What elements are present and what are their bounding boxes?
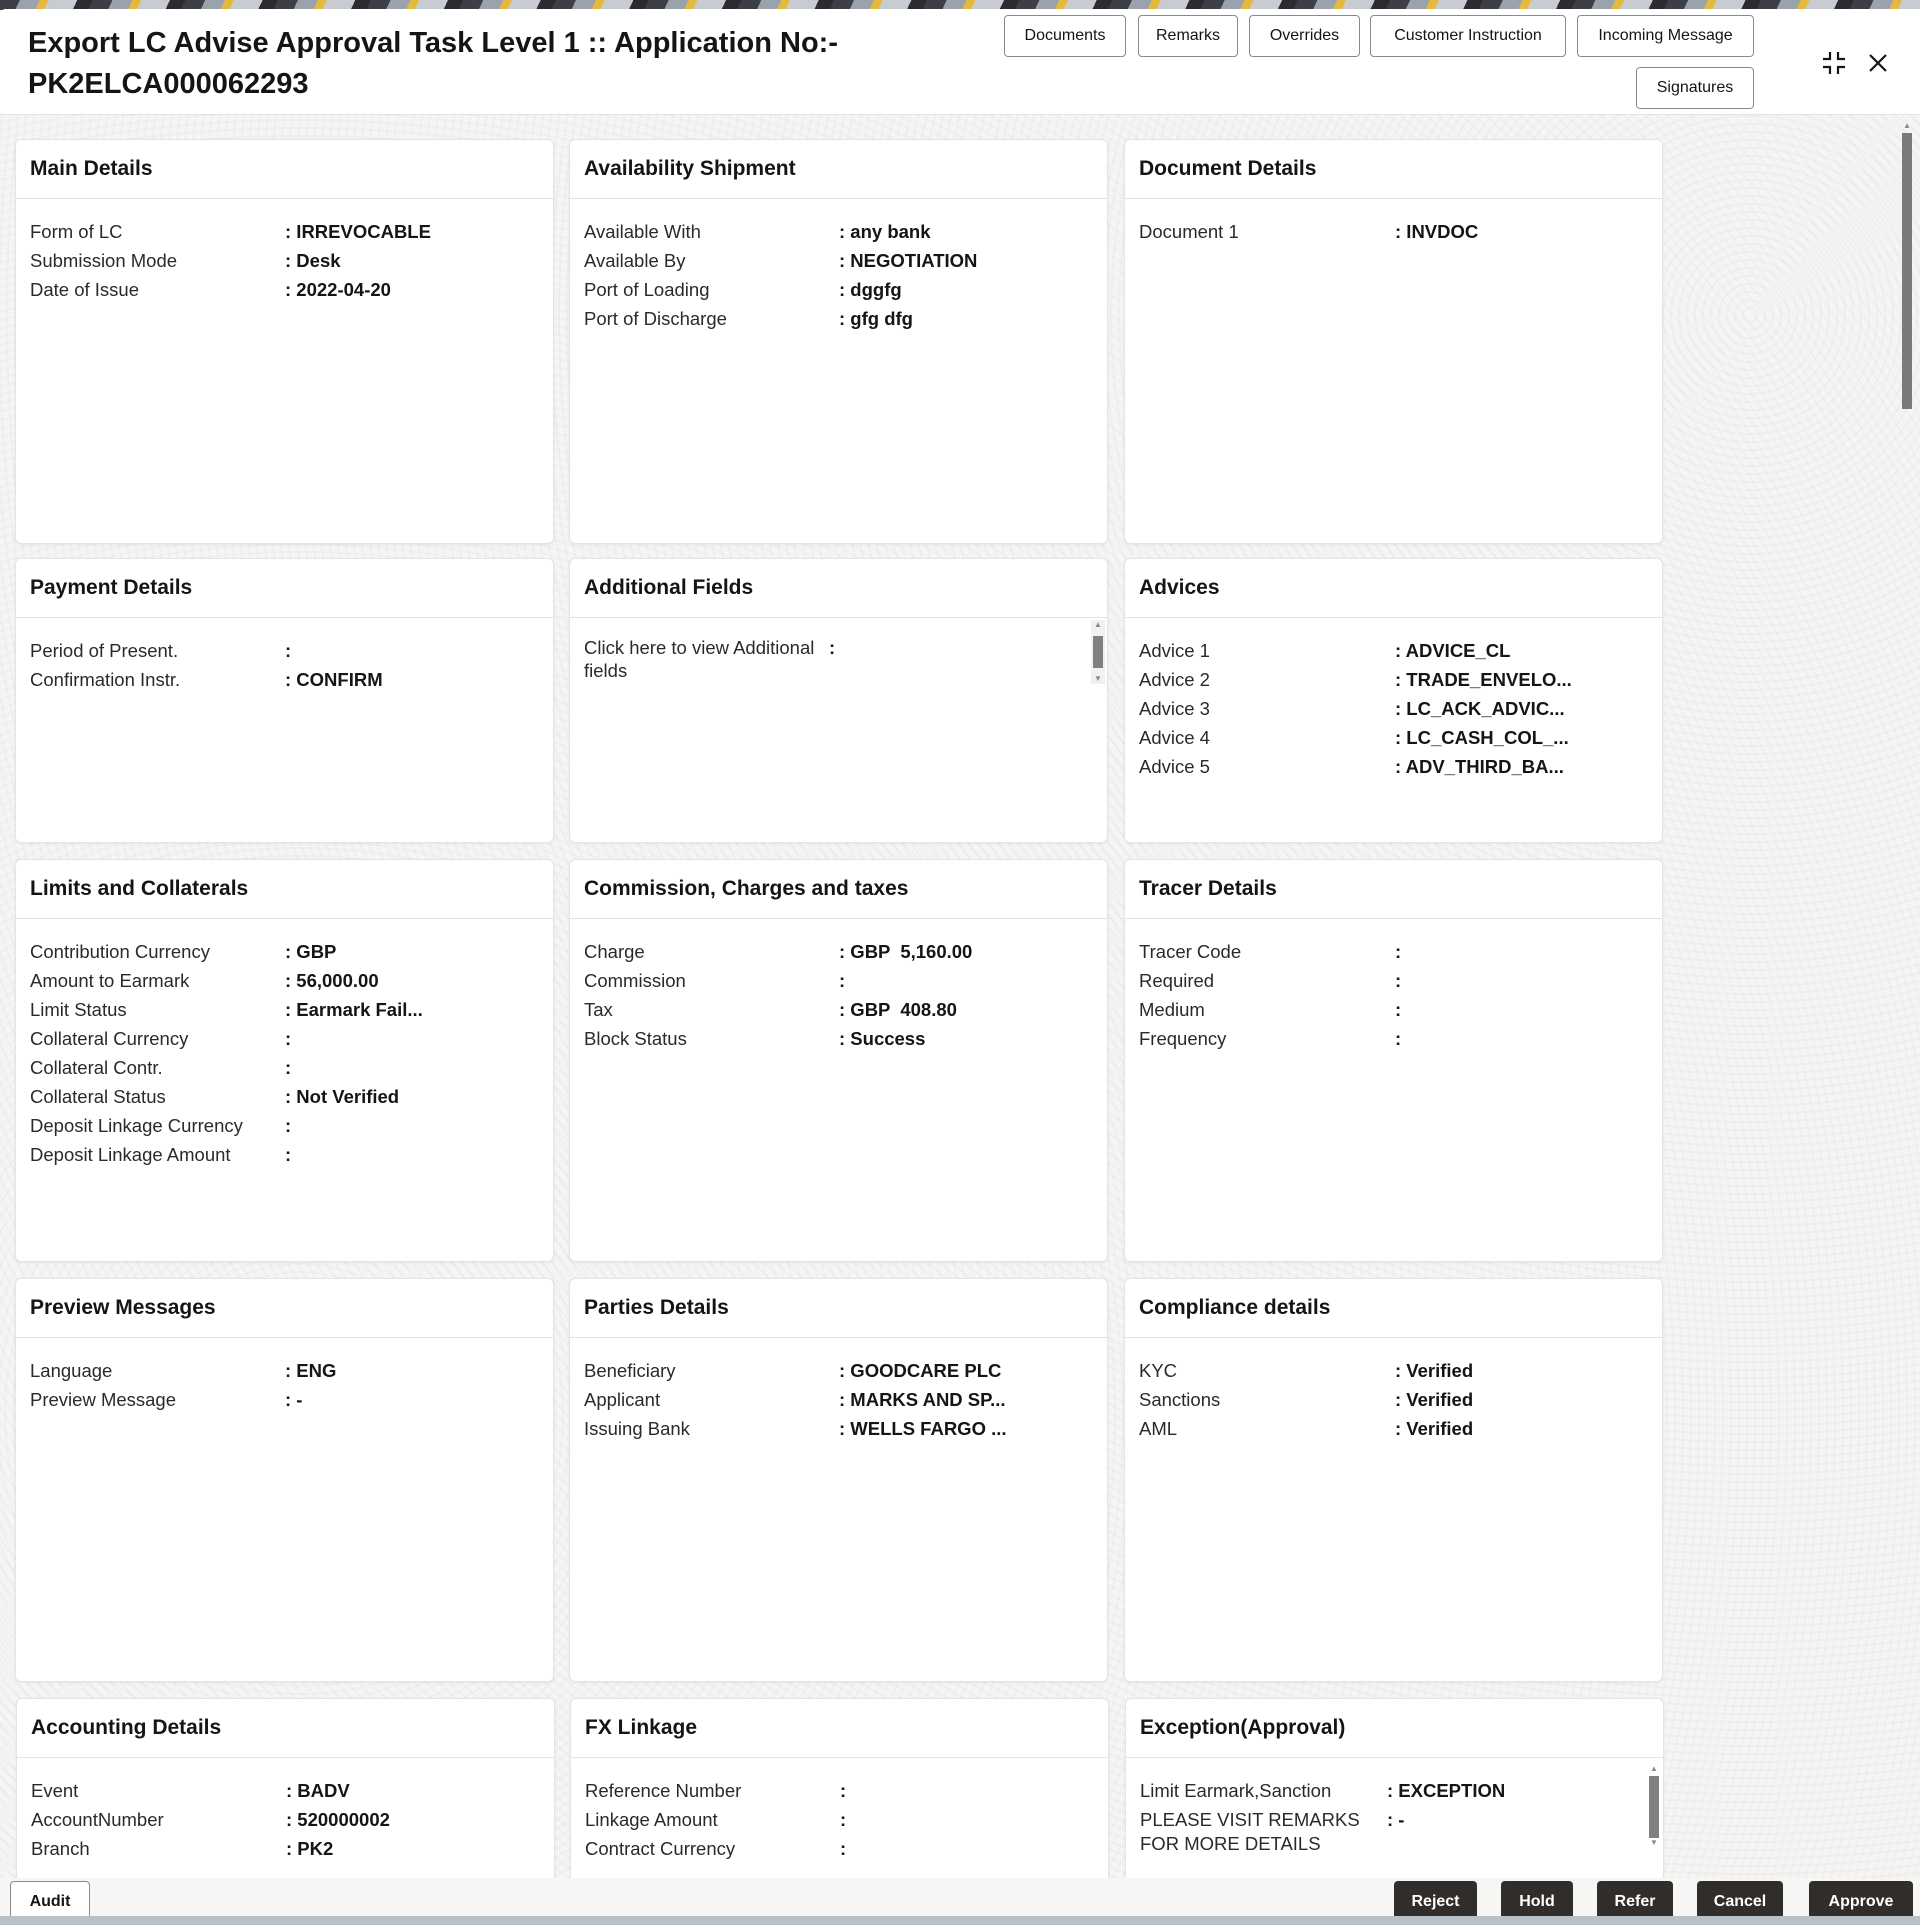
field-value: : Not Verified (285, 1086, 400, 1107)
field-label: Reference Number (585, 1780, 742, 1801)
field-value: : GBP 408.80 (839, 999, 957, 1020)
field-row (1139, 966, 1648, 995)
field-row (1139, 1414, 1648, 1443)
scroll-up-arrow-icon[interactable]: ▲ (1094, 620, 1102, 629)
field-value: : (285, 640, 292, 661)
field-row (584, 217, 1093, 246)
field-value: : EXCEPTION (1387, 1780, 1506, 1801)
card-commission-charges-taxes (569, 859, 1108, 1262)
page-title: Export LC Advise Approval Task Level 1 :: Application No:- PK2ELCA000062293 (28, 27, 838, 100)
field-value: : Desk (285, 250, 341, 271)
field-label: AccountNumber (31, 1809, 164, 1830)
field-row (585, 1805, 1094, 1834)
field-row (584, 937, 1093, 966)
field-row (30, 275, 539, 304)
field-label: Collateral Currency (30, 1028, 189, 1049)
field-label: Linkage Amount (585, 1809, 718, 1830)
card-title: Exception(Approval) (1126, 1699, 1663, 1758)
field-value: : - (1387, 1809, 1405, 1830)
card-fx-linkage (570, 1698, 1109, 1878)
field-label: Available By (584, 250, 686, 271)
field-label: Sanctions (1139, 1389, 1221, 1410)
card-limits-collaterals (15, 859, 554, 1262)
field-row (30, 1053, 539, 1082)
field-label: Submission Mode (30, 250, 178, 271)
field-value: : (285, 1028, 292, 1049)
field-row (1139, 995, 1648, 1024)
window-header (0, 9, 1920, 115)
field-row (584, 995, 1093, 1024)
field-value: : (1395, 999, 1402, 1020)
field-label: Port of Discharge (584, 308, 727, 329)
field-label: Language (30, 1360, 113, 1381)
scrollbar-thumb[interactable] (1093, 636, 1103, 668)
card-tracer-details (1124, 859, 1663, 1262)
field-row (31, 1834, 540, 1863)
field-value: : gfg dfg (839, 308, 913, 329)
close-icon[interactable] (1863, 48, 1893, 78)
summary-content (0, 115, 1920, 1878)
card-title: Additional Fields (570, 559, 1107, 618)
field-label: Applicant (584, 1389, 661, 1410)
field-value: : Verified (1395, 1360, 1474, 1381)
field-label: Commission (584, 970, 686, 991)
field-label: Limit Status (30, 999, 127, 1020)
exception-scrollbar[interactable] (1647, 1764, 1661, 1848)
field-row (584, 246, 1093, 275)
field-row (30, 966, 539, 995)
field-value: : (1395, 1028, 1402, 1049)
field-value: : WELLS FARGO ... (839, 1418, 1007, 1439)
card-main-details (15, 139, 554, 544)
field-label: Tracer Code (1139, 941, 1242, 962)
card-title: Parties Details (570, 1279, 1107, 1338)
field-value: : ADV_THIRD_BA... (1395, 756, 1564, 777)
field-label: Collateral Status (30, 1086, 166, 1107)
field-label: Date of Issue (30, 279, 140, 300)
field-label: Form of LC (30, 221, 123, 242)
field-label: Contract Currency (585, 1838, 736, 1859)
field-row (30, 937, 539, 966)
card-title: Advices (1125, 559, 1662, 618)
field-value: : (1395, 970, 1402, 991)
bottom-edge (0, 1916, 1920, 1925)
field-label: Limit Earmark,Sanction (1140, 1780, 1332, 1801)
field-value: : (285, 1057, 292, 1078)
card-title: Main Details (16, 140, 553, 199)
field-row (585, 1776, 1094, 1805)
page-scrollbar[interactable] (1900, 121, 1914, 1865)
field-value: : MARKS AND SP... (839, 1389, 1006, 1410)
field-row (30, 665, 539, 694)
field-row (30, 217, 539, 246)
field-row (30, 1111, 539, 1140)
card-parties-details (569, 1278, 1108, 1682)
field-value: : - (285, 1389, 303, 1410)
field-value: : ADVICE_CL (1395, 640, 1511, 661)
scrollbar-thumb[interactable] (1902, 133, 1912, 409)
card-title: Accounting Details (17, 1699, 554, 1758)
field-label: Period of Present. (30, 640, 179, 661)
field-value: : IRREVOCABLE (285, 221, 431, 242)
field-value: : LC_ACK_ADVIC... (1395, 698, 1565, 719)
field-row (1140, 1776, 1649, 1805)
field-label: Branch (31, 1838, 90, 1859)
field-value: : (839, 970, 846, 991)
field-row (584, 1385, 1093, 1414)
field-value: : dggfg (839, 279, 902, 300)
field-label: Amount to Earmark (30, 970, 190, 991)
field-value: : 2022-04-20 (285, 279, 391, 300)
field-row (584, 1024, 1093, 1053)
field-value: : GOODCARE PLC (839, 1360, 1002, 1381)
scroll-up-arrow-icon[interactable]: ▲ (1903, 121, 1911, 130)
field-row (31, 1805, 540, 1834)
field-row (30, 1385, 539, 1414)
card-title: Document Details (1125, 140, 1662, 199)
scroll-up-arrow-icon[interactable]: ▲ (1650, 1764, 1658, 1773)
field-label: Block Status (584, 1028, 687, 1049)
field-value: : (840, 1838, 847, 1859)
field-row (1139, 1356, 1648, 1385)
approve-button[interactable]: Approve (1809, 1881, 1913, 1923)
card-preview-messages (15, 1278, 554, 1682)
hold-button[interactable]: Hold (1501, 1881, 1573, 1923)
audit-button[interactable]: Audit (10, 1881, 90, 1923)
reject-button[interactable]: Reject (1394, 1881, 1477, 1923)
scroll-down-arrow-icon[interactable]: ▼ (1650, 1838, 1658, 1847)
field-label: Advice 2 (1139, 669, 1210, 690)
additional-fields-link-row[interactable] (584, 636, 1093, 682)
remarks-button[interactable]: Remarks (1138, 15, 1238, 57)
additional-fields-link[interactable]: Click here to view Additional fields (584, 637, 815, 681)
card-advices (1124, 558, 1663, 843)
scroll-down-arrow-icon[interactable]: ▼ (1094, 674, 1102, 683)
field-label: KYC (1139, 1360, 1178, 1381)
field-value: : (285, 1115, 292, 1136)
card-document-details (1124, 139, 1663, 544)
field-value: : (840, 1809, 847, 1830)
card-title: Commission, Charges and taxes (570, 860, 1107, 919)
field-row (30, 1024, 539, 1053)
field-value: : (840, 1780, 847, 1801)
field-label: Advice 1 (1139, 640, 1210, 661)
field-value: : Verified (1395, 1418, 1474, 1439)
field-row (1140, 1808, 1649, 1856)
field-value: : Success (839, 1028, 926, 1049)
incoming-message-button[interactable]: Incoming Message (1577, 15, 1754, 57)
field-value: : BADV (286, 1780, 350, 1801)
field-row (584, 1356, 1093, 1385)
field-row (584, 1414, 1093, 1443)
field-label: Deposit Linkage Currency (30, 1115, 243, 1136)
field-row (584, 966, 1093, 995)
customer-instruction-button[interactable]: Customer Instruction (1370, 15, 1566, 57)
field-value: : any bank (839, 221, 931, 242)
field-label: Confirmation Instr. (30, 669, 181, 690)
field-row (30, 246, 539, 275)
field-value: : TRADE_ENVELO... (1395, 669, 1572, 690)
field-label: Medium (1139, 999, 1205, 1020)
field-value: : 520000002 (286, 1809, 390, 1830)
field-row (30, 636, 539, 665)
field-label: Deposit Linkage Amount (30, 1144, 231, 1165)
field-row (1139, 217, 1648, 246)
field-row (585, 1834, 1094, 1863)
collapse-icon[interactable] (1819, 48, 1849, 78)
field-label: Advice 3 (1139, 698, 1210, 719)
field-row (1139, 937, 1648, 966)
field-value: : Verified (1395, 1389, 1474, 1410)
card-title: FX Linkage (571, 1699, 1108, 1758)
field-value: : GBP 5,160.00 (839, 941, 973, 962)
card-payment-details (15, 558, 554, 843)
field-row (584, 275, 1093, 304)
field-row (1139, 665, 1648, 694)
field-label: Document 1 (1139, 221, 1239, 242)
field-value: : LC_CASH_COL_... (1395, 727, 1569, 748)
field-row (30, 995, 539, 1024)
card-title: Payment Details (16, 559, 553, 618)
field-value: : 56,000.00 (285, 970, 379, 991)
field-row (1139, 694, 1648, 723)
field-row (30, 1356, 539, 1385)
field-value: : Earmark Fail... (285, 999, 423, 1020)
card-availability-shipment (569, 139, 1108, 544)
field-label: Frequency (1139, 1028, 1227, 1049)
field-value: : (285, 1144, 292, 1165)
field-label: Preview Message (30, 1389, 177, 1410)
card-accounting-details (16, 1698, 555, 1878)
card-title: Preview Messages (16, 1279, 553, 1338)
field-label: PLEASE VISIT REMARKS FOR MORE DETAILS (1140, 1809, 1360, 1854)
field-label: Contribution Currency (30, 941, 210, 962)
field-value: : (1395, 941, 1402, 962)
field-label: Beneficiary (584, 1360, 676, 1381)
field-value: : PK2 (286, 1838, 334, 1859)
card-additional-fields (569, 558, 1108, 843)
task-window (0, 9, 1920, 1925)
field-row (31, 1776, 540, 1805)
field-label: Port of Loading (584, 279, 710, 300)
card-compliance-details (1124, 1278, 1663, 1682)
card-title: Tracer Details (1125, 860, 1662, 919)
field-row (30, 1140, 539, 1169)
card-title: Compliance details (1125, 1279, 1662, 1338)
field-row (1139, 752, 1648, 781)
field-row (584, 304, 1093, 333)
card-title: Availability Shipment (570, 140, 1107, 199)
field-row (1139, 1024, 1648, 1053)
field-label: Issuing Bank (584, 1418, 690, 1439)
field-row (30, 1082, 539, 1111)
field-row (1139, 1385, 1648, 1414)
field-value: : GBP (285, 941, 337, 962)
overrides-button[interactable]: Overrides (1249, 15, 1360, 57)
field-label: Tax (584, 999, 613, 1020)
field-value: : INVDOC (1395, 221, 1479, 242)
field-value: : (829, 637, 836, 658)
field-row (1139, 636, 1648, 665)
refer-button[interactable]: Refer (1597, 1881, 1673, 1923)
card-title: Limits and Collaterals (16, 860, 553, 919)
cancel-button[interactable]: Cancel (1697, 1881, 1783, 1923)
field-label: AML (1139, 1418, 1178, 1439)
field-value: : CONFIRM (285, 669, 383, 690)
field-label: Required (1139, 970, 1215, 991)
field-row (1139, 723, 1648, 752)
signatures-button[interactable]: Signatures (1636, 67, 1754, 109)
field-label: Available With (584, 221, 701, 242)
field-label: Advice 5 (1139, 756, 1210, 777)
card-exception-approval (1125, 1698, 1664, 1878)
additional-fields-scrollbar[interactable] (1091, 620, 1105, 684)
field-label: Advice 4 (1139, 727, 1210, 748)
field-label: Event (31, 1780, 79, 1801)
field-label: Collateral Contr. (30, 1057, 163, 1078)
scrollbar-thumb[interactable] (1649, 1776, 1659, 1838)
field-label: Charge (584, 941, 645, 962)
field-value: : ENG (285, 1360, 337, 1381)
documents-button[interactable]: Documents (1004, 15, 1126, 57)
field-value: : NEGOTIATION (839, 250, 978, 271)
